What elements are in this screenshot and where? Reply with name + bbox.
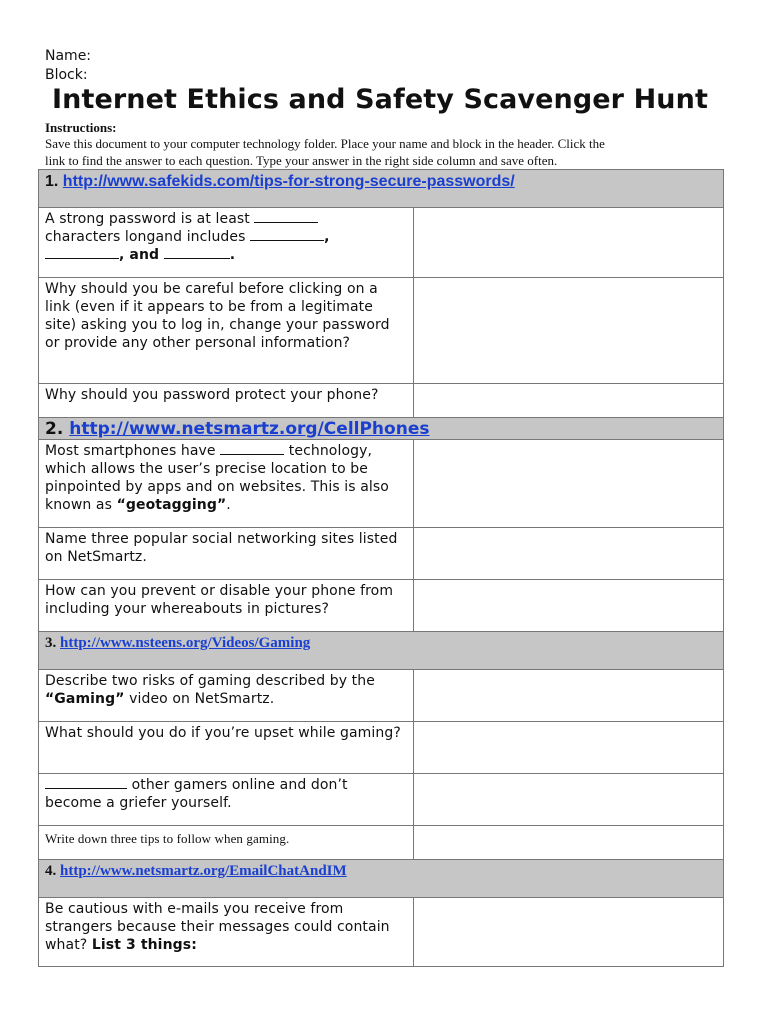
- answer-cell[interactable]: [413, 722, 723, 773]
- question-text: A strong password is at least characters longand includes , , and .: [45, 211, 330, 263]
- question-row: [39, 580, 723, 632]
- section-4-link[interactable]: http://www.netsmartz.org/EmailChatAndIM: [60, 863, 347, 879]
- answer-cell[interactable]: [413, 670, 723, 721]
- section-3-header: [39, 632, 723, 670]
- section-number: 2.: [45, 419, 64, 439]
- section-number: 4.: [45, 863, 57, 879]
- section-2-link[interactable]: http://www.netsmartz.org/CellPhones: [69, 419, 430, 439]
- blank-line: [45, 776, 127, 789]
- section-4-header: [39, 860, 723, 898]
- question-text: Name three popular social networking sites listed on NetSmartz.: [45, 531, 398, 565]
- section-number: 1.: [45, 173, 59, 190]
- question-row: [39, 722, 723, 774]
- section-number: 3.: [45, 635, 57, 651]
- question-text: Write down three tips to follow when gaming.: [45, 831, 290, 846]
- question-row: [39, 528, 723, 580]
- answer-cell[interactable]: [413, 440, 723, 527]
- instructions-label: Instructions:: [45, 120, 117, 135]
- blank-line: [250, 228, 324, 241]
- question-row: [39, 898, 723, 966]
- instructions-line-1: Save this document to your computer technology folder. Place your name and block in the header. Click the: [45, 136, 605, 151]
- question-text: Why should you password protect your phone?: [45, 387, 379, 403]
- answer-cell[interactable]: [413, 278, 723, 383]
- section-3-link[interactable]: http://www.nsteens.org/Videos/Gaming: [60, 635, 311, 651]
- section-2-header: [39, 418, 723, 440]
- answer-cell[interactable]: [413, 898, 723, 966]
- answer-cell[interactable]: [413, 384, 723, 417]
- block-label: Block:: [45, 67, 88, 83]
- instructions-line-2: link to find the answer to each question. Type your answer in the right side column and save often.: [45, 153, 558, 168]
- question-row: [39, 440, 723, 528]
- blank-line: [220, 442, 284, 455]
- answer-cell[interactable]: [413, 208, 723, 277]
- section-1-link[interactable]: http://www.safekids.com/tips-for-strong-secure-passwords/: [62, 173, 515, 190]
- question-text: Why should you be careful before clicking on a link (even if it appears to be from a legitimate site) asking you to log in, change your password or provide any other personal information?: [45, 281, 390, 351]
- blank-line: [45, 246, 119, 259]
- question-row: [39, 826, 723, 860]
- blank-line: [254, 210, 318, 223]
- question-text: What should you do if you’re upset while gaming?: [45, 725, 401, 741]
- answer-cell[interactable]: [413, 774, 723, 825]
- page-title: Internet Ethics and Safety Scavenger Hunt: [52, 84, 708, 115]
- question-text: Most smartphones have technology, which allows the user’s precise location to be pinpointed by apps and on websites. This is also known as “geotagging”.: [45, 443, 389, 513]
- answer-cell[interactable]: [413, 580, 723, 631]
- question-row: [39, 278, 723, 384]
- question-row: [39, 774, 723, 826]
- question-row: [39, 670, 723, 722]
- name-label: Name:: [45, 48, 92, 64]
- question-row: [39, 384, 723, 418]
- scavenger-hunt-table: [38, 169, 724, 967]
- question-text: How can you prevent or disable your phone from including your whereabouts in pictures?: [45, 583, 394, 617]
- blank-line: [164, 246, 230, 259]
- question-text: Be cautious with e-mails you receive from strangers because their messages could contain what? List 3 things:: [45, 901, 390, 953]
- question-row: [39, 208, 723, 278]
- answer-cell[interactable]: [413, 528, 723, 579]
- question-text: other gamers online and don’t become a griefer yourself.: [45, 777, 348, 811]
- answer-cell[interactable]: [413, 826, 723, 859]
- question-text: Describe two risks of gaming described by the “Gaming” video on NetSmartz.: [45, 673, 375, 707]
- section-1-header: [39, 170, 723, 208]
